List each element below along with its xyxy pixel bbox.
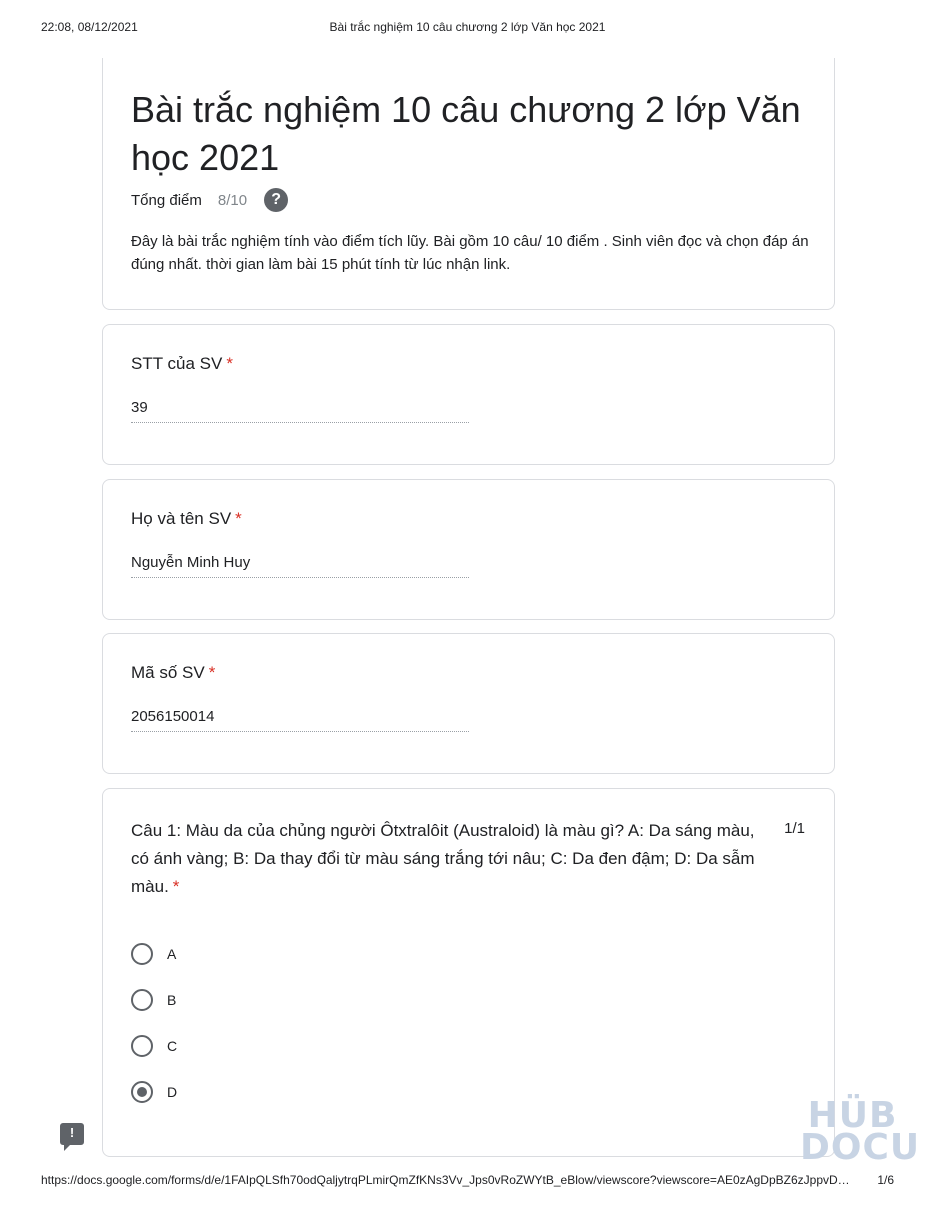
question-card-mcq-1	[102, 788, 835, 1157]
option-b[interactable]	[131, 988, 176, 1012]
radio-unchecked-icon[interactable]	[131, 1035, 153, 1057]
form-description: Đây là bài trắc nghiệm tính vào điểm tích lũy. Bài gồm 10 câu/ 10 điểm . Sinh viên đọc và chọn đáp án đúng nhất. thời gian làm bài 15 phút tính từ lúc nhận link.	[131, 233, 809, 273]
score-label: Tổng điểm	[131, 191, 202, 209]
question-card-student-name	[102, 479, 835, 620]
score-row	[131, 187, 288, 213]
watermark-logo	[800, 1095, 921, 1170]
required-marker: *	[208, 663, 216, 682]
question-label-text: STT của SV	[131, 354, 223, 373]
radio-unchecked-icon[interactable]	[131, 943, 153, 965]
option-d[interactable]	[131, 1080, 177, 1104]
radio-checked-icon[interactable]	[131, 1081, 153, 1103]
watermark-line-2: DOCU	[800, 1127, 921, 1168]
question-label-text: Mã số SV	[131, 663, 205, 682]
answer-text: 2056150014	[131, 708, 469, 732]
required-marker: *	[235, 509, 242, 528]
score-value: 8/10	[217, 191, 248, 209]
required-marker: *	[226, 354, 233, 373]
question-label-text: Họ và tên SV	[131, 509, 232, 528]
question-label	[131, 354, 233, 374]
answer-text: 39	[131, 399, 469, 423]
mcq-points: 1/1	[784, 820, 805, 837]
mcq-question-text	[131, 817, 761, 901]
option-label: C	[167, 1038, 178, 1054]
option-c[interactable]	[131, 1034, 177, 1058]
radio-unchecked-icon[interactable]	[131, 989, 153, 1011]
feedback-icon[interactable]: !	[60, 1123, 84, 1145]
option-label: B	[167, 992, 177, 1008]
print-header	[0, 20, 935, 38]
mcq-question-body: Câu 1: Màu da của chủng người Ôtxtralôit (Australoid) là màu gì? A: Da sáng màu, có ánh vàng; B: Da thay đổi từ màu sáng trắng tới nâu; C: Da đen đậm; D: Da sẫm màu.	[131, 821, 755, 896]
answer-text: Nguyễn Minh Huy	[131, 554, 469, 578]
option-label: D	[167, 1084, 178, 1100]
required-marker: *	[172, 877, 180, 896]
question-card-student-number	[102, 324, 835, 465]
form-header-card	[102, 58, 835, 310]
print-url: https://docs.google.com/forms/d/e/1FAIpQLSfh70odQaljytrqPLmirQmZfKNs3Vv_Jps0vRoZWYtB_eBlow/viewscore?viewscore=AE0zAgDpBZ6zJppvD…	[41, 1173, 850, 1187]
print-page-number: 1/6	[877, 1173, 894, 1187]
watermark-line-1: HÜB	[807, 1095, 898, 1136]
form-title: Bài trắc nghiệm 10 câu chương 2 lớp Văn học 2021	[131, 89, 801, 178]
question-card-student-id	[102, 633, 835, 774]
option-label: A	[167, 946, 177, 962]
question-label	[131, 663, 215, 683]
option-a[interactable]	[131, 942, 176, 966]
print-timestamp: 22:08, 08/12/2021	[41, 20, 138, 34]
print-document-title: Bài trắc nghiệm 10 câu chương 2 lớp Văn học 2021	[329, 20, 606, 34]
print-footer	[0, 1173, 935, 1191]
question-label	[131, 509, 242, 529]
help-icon[interactable]: ?	[264, 188, 288, 212]
